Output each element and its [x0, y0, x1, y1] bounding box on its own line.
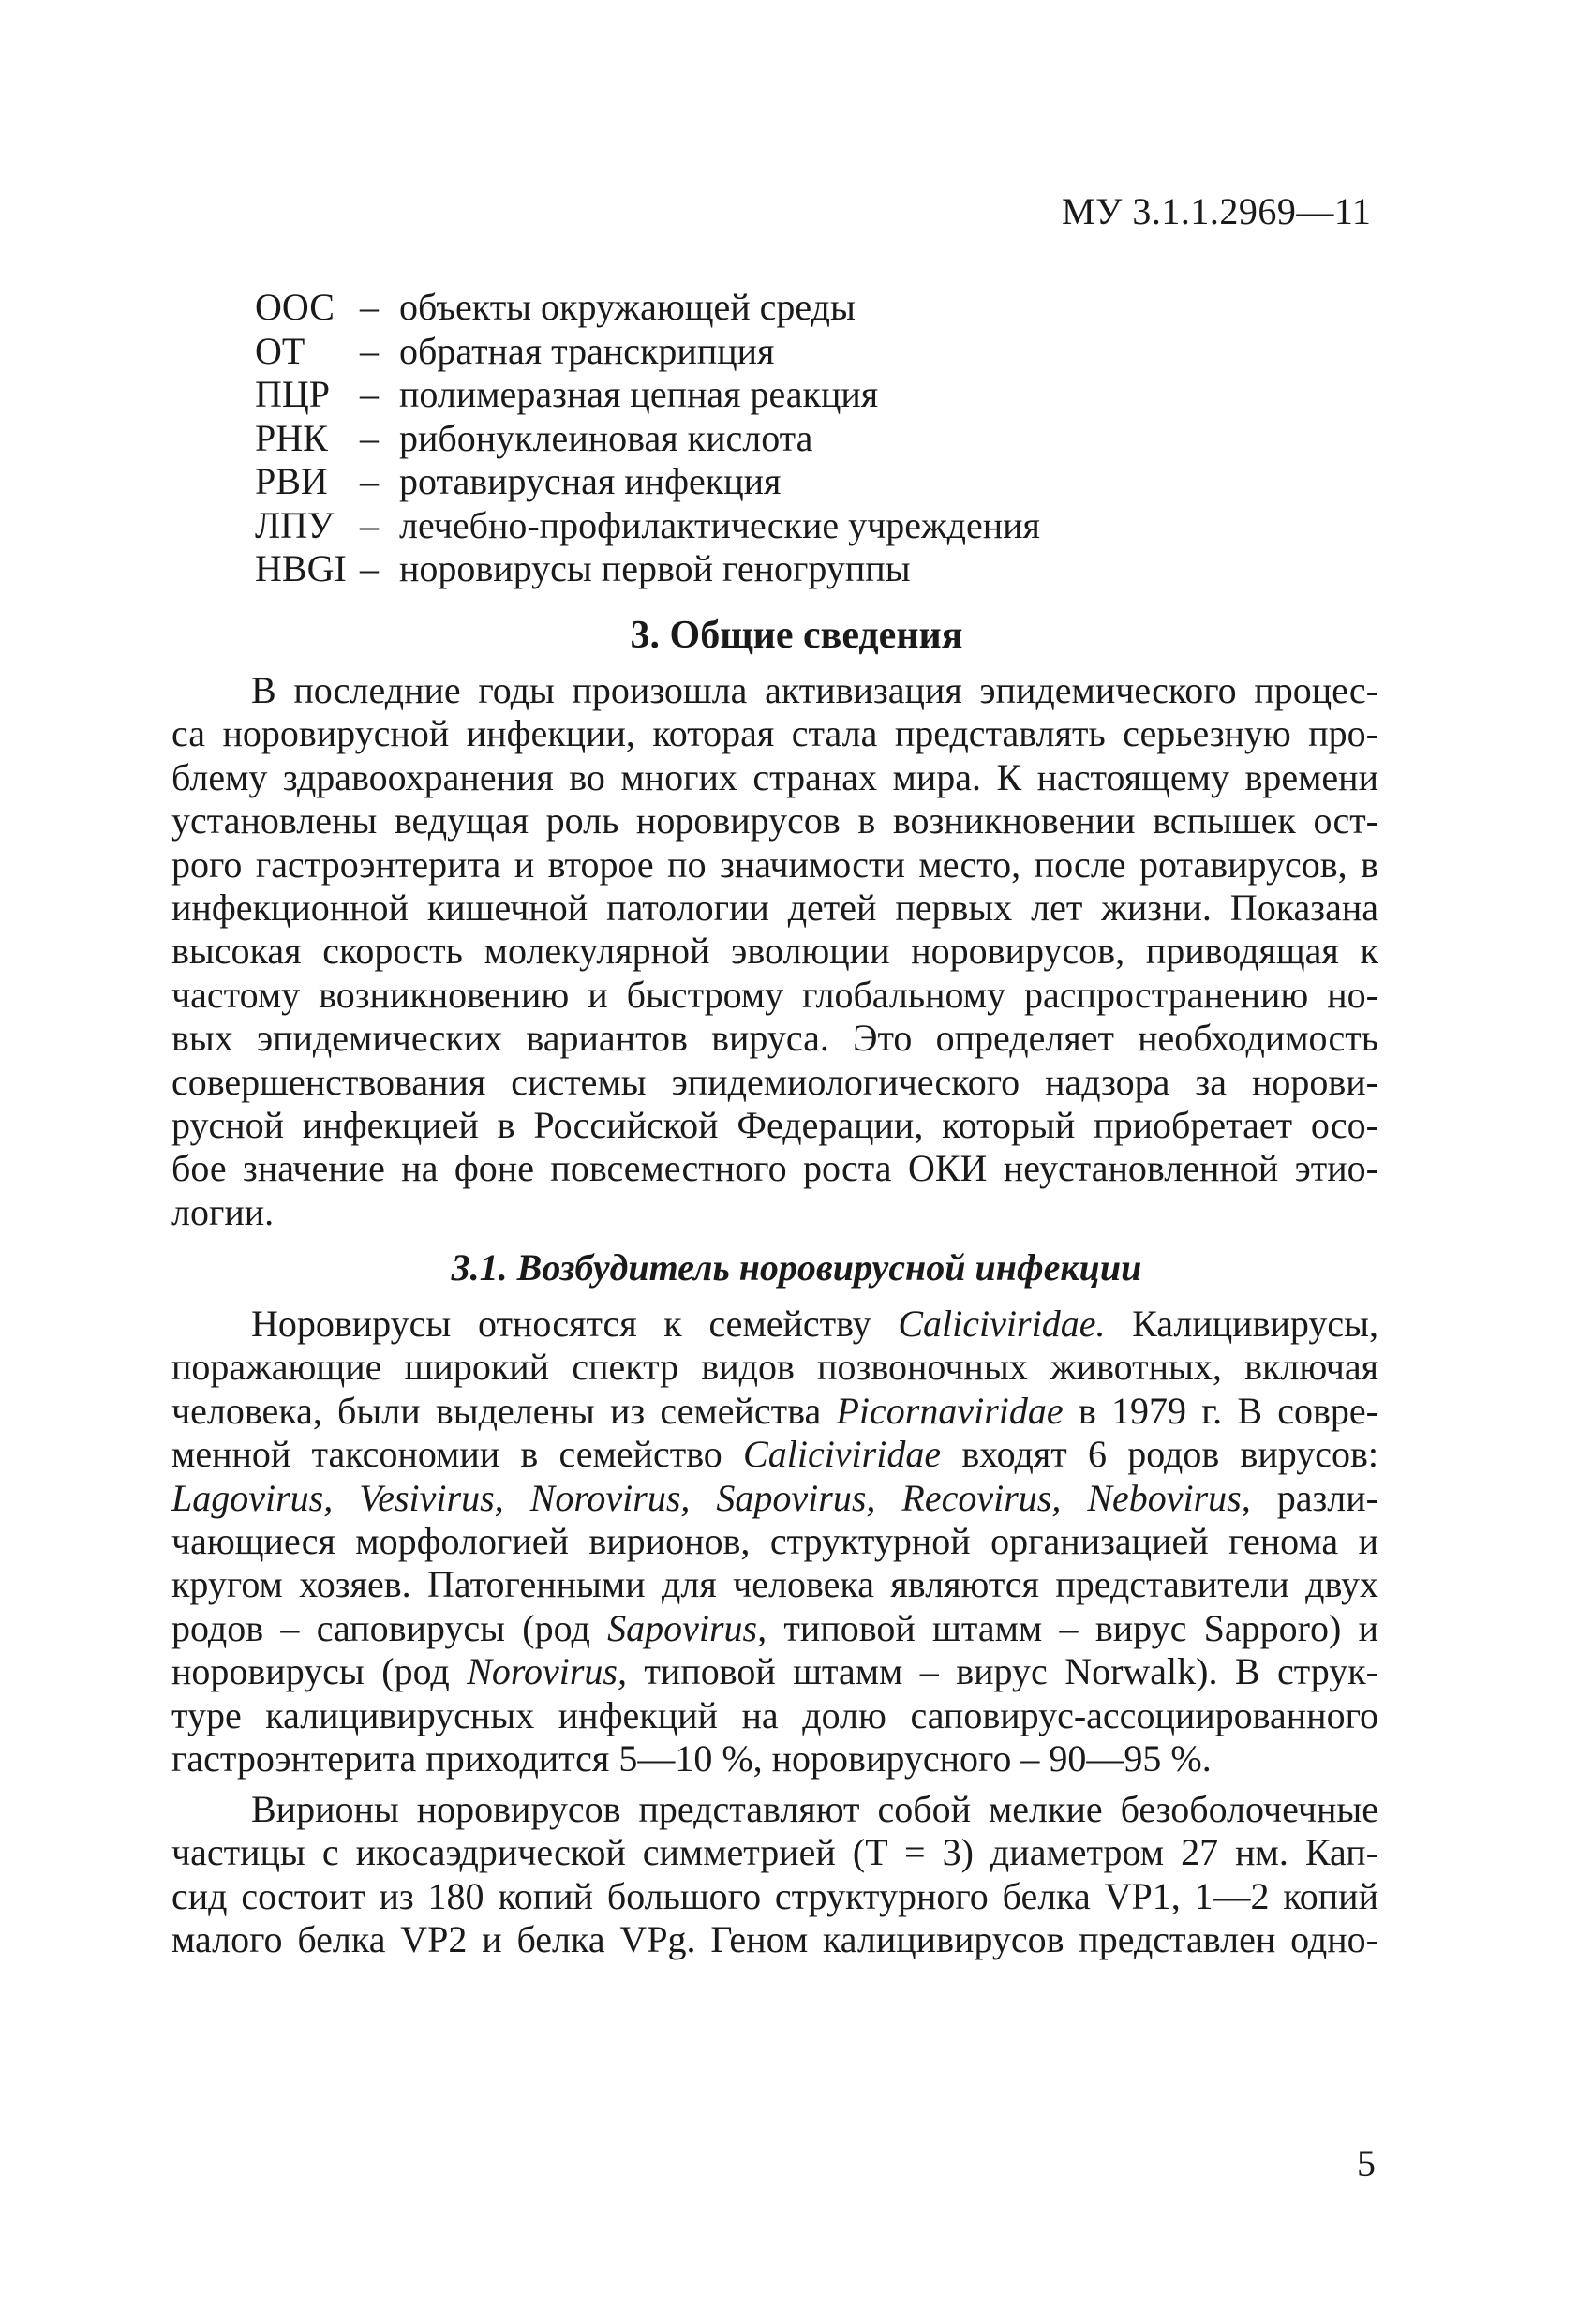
abbreviation-meaning: обратная транскрипция	[399, 329, 775, 372]
taxon-name: Sapovirus,	[607, 1606, 767, 1649]
section-title: 3. Общие сведения	[630, 614, 963, 657]
paragraph-line	[171, 1303, 1378, 1346]
text-run: родов – саповирусы (род	[171, 1606, 608, 1649]
paragraph-line: совершенствования системы эпидемиологического надзора за норови-	[171, 1060, 1378, 1103]
paragraph-line	[171, 1433, 1378, 1476]
abbreviation-dash: –	[360, 547, 379, 589]
paragraph-line: гастроэнтерита приходится 5—10 %, норовирусного – 90—95 %.	[171, 1736, 1212, 1780]
paragraph-line	[171, 1390, 1378, 1433]
abbreviation-dash: –	[360, 329, 379, 372]
abbreviation-row	[255, 330, 1040, 374]
abbreviation-dash: –	[360, 286, 379, 328]
text-run: менной таксономии в семейство	[171, 1433, 744, 1476]
abbreviation-row	[255, 286, 1040, 330]
paragraph-line	[171, 1477, 1378, 1520]
paragraph-line: чающиеся морфологией вирионов, структурной организацией генома и	[171, 1519, 1378, 1562]
paragraph-line: частицы с икосаэдрической симметрией (T = 3) диаметром 27 нм. Кап-	[171, 1831, 1378, 1874]
abbreviation-row	[255, 460, 1040, 504]
paragraph-line: вых эпидемических вариантов вируса. Это определяет необходимость	[171, 1017, 1378, 1060]
taxon-name: Picornaviridae	[836, 1389, 1064, 1432]
text-run: типовой штамм – вирус Sapporo) и	[767, 1606, 1379, 1649]
paragraph-line: сид состоит из 180 копий большого структурного белка VP1, 1—2 копий	[171, 1874, 1378, 1917]
abbreviation-meaning: ротавирусная инфекция	[399, 460, 782, 502]
taxon-name: Caliciviridae.	[898, 1303, 1106, 1345]
taxon-name: Caliciviridae	[743, 1433, 942, 1476]
section-3-paragraph	[171, 669, 1378, 1234]
paragraph-line: частому возникновению и быстрому глобальному распространению но-	[171, 973, 1378, 1016]
paragraph-line: блему здравоохранения во многих странах мира. К настоящему времени	[171, 755, 1378, 798]
section-3-1-paragraph-1	[171, 1303, 1378, 1780]
paragraph-line: туре калицивирусных инфекций на долю саповирус-ассоциированного	[171, 1693, 1378, 1736]
text-run: Норовирусы относятся к семейству	[251, 1303, 899, 1345]
document-code: МУ 3.1.1.2969—11	[1062, 190, 1372, 232]
text-run: разли-	[1250, 1476, 1378, 1519]
text-run: типовой штамм – вирус Norwalk). В струк-	[626, 1650, 1378, 1693]
taxon-name: Norovirus,	[467, 1650, 627, 1693]
subsection-title: 3.1. Возбудитель норовирусной инфекции	[451, 1246, 1142, 1289]
abbreviation-dash: –	[360, 416, 379, 459]
paragraph-line: инфекционной кишечной патологии детей первых лет жизни. Показана	[171, 886, 1378, 929]
abbreviation-row	[255, 417, 1040, 461]
abbreviation-dash: –	[360, 373, 379, 415]
text-run: Калицивирусы,	[1105, 1303, 1378, 1345]
abbreviation-meaning: лечебно-профилактические учреждения	[399, 503, 1040, 546]
abbreviation-meaning: норовирусы первой геногруппы	[399, 547, 911, 589]
taxon-names: Lagovirus, Vesivirus, Norovirus, Sapovirus, Recovirus, Nebovirus,	[171, 1476, 1251, 1519]
abbreviation-code: HBGI	[255, 547, 347, 589]
text-run: входят 6 родов вирусов:	[941, 1433, 1379, 1476]
paragraph-line: логии.	[171, 1190, 275, 1233]
abbreviation-code: ПЦР	[255, 373, 331, 415]
paragraph-line	[171, 1650, 1378, 1693]
abbreviation-row	[255, 547, 1040, 591]
paragraph-line: поражающие широкий спектр видов позвоночных животных, включая	[171, 1346, 1378, 1389]
paragraph-line: бое значение на фоне повсеместного роста ОКИ неустановленной этио-	[171, 1147, 1378, 1190]
paragraph-line: Вирионы норовирусов представляют собой мелкие безоболочечные	[251, 1788, 1378, 1830]
abbreviation-row	[255, 373, 1040, 417]
text-run: норовирусы (род	[171, 1650, 468, 1693]
abbreviation-code: РВИ	[255, 460, 328, 502]
page-number: 5	[1357, 2142, 1376, 2184]
paragraph-line: рого гастроэнтерита и второе по значимости место, после ротавирусов, в	[171, 842, 1378, 886]
abbreviation-list	[255, 286, 1040, 591]
abbreviation-code: ЛПУ	[255, 503, 335, 546]
abbreviation-meaning: рибонуклеиновая кислота	[399, 416, 813, 459]
abbreviation-dash: –	[360, 503, 379, 546]
abbreviation-meaning: полимеразная цепная реакция	[399, 373, 879, 415]
paragraph-line: са норовирусной инфекции, которая стала представлять серьезную про-	[171, 712, 1378, 755]
paragraph-line: кругом хозяев. Патогенными для человека являются представители двух	[171, 1563, 1378, 1606]
paragraph-line: установлены ведущая роль норовирусов в возникновении вспышек ост-	[171, 799, 1378, 842]
text-run: человека, были выделены из семейства	[171, 1389, 837, 1432]
abbreviation-meaning: объекты окружающей среды	[399, 286, 856, 328]
abbreviation-row	[255, 504, 1040, 548]
abbreviation-code: РНК	[255, 416, 328, 459]
text-run: в 1979 г. В совре-	[1063, 1389, 1378, 1432]
paragraph-line: малого белка VP2 и белка VPg. Геном калицивирусов представлен одно-	[171, 1918, 1378, 1961]
paragraph-line: В последние годы произошла активизация эпидемического процес-	[251, 669, 1378, 711]
paragraph-line	[171, 1607, 1378, 1650]
abbreviation-code: ООС	[255, 286, 335, 328]
section-3-1-paragraph-2	[171, 1788, 1378, 1962]
abbreviation-dash: –	[360, 460, 379, 502]
abbreviation-code: ОТ	[255, 329, 305, 372]
paragraph-line: высокая скорость молекулярной эволюции норовирусов, приводящая к	[171, 930, 1378, 973]
paragraph-line: русной инфекцией в Российской Федерации, который приобретает осо-	[171, 1103, 1378, 1146]
